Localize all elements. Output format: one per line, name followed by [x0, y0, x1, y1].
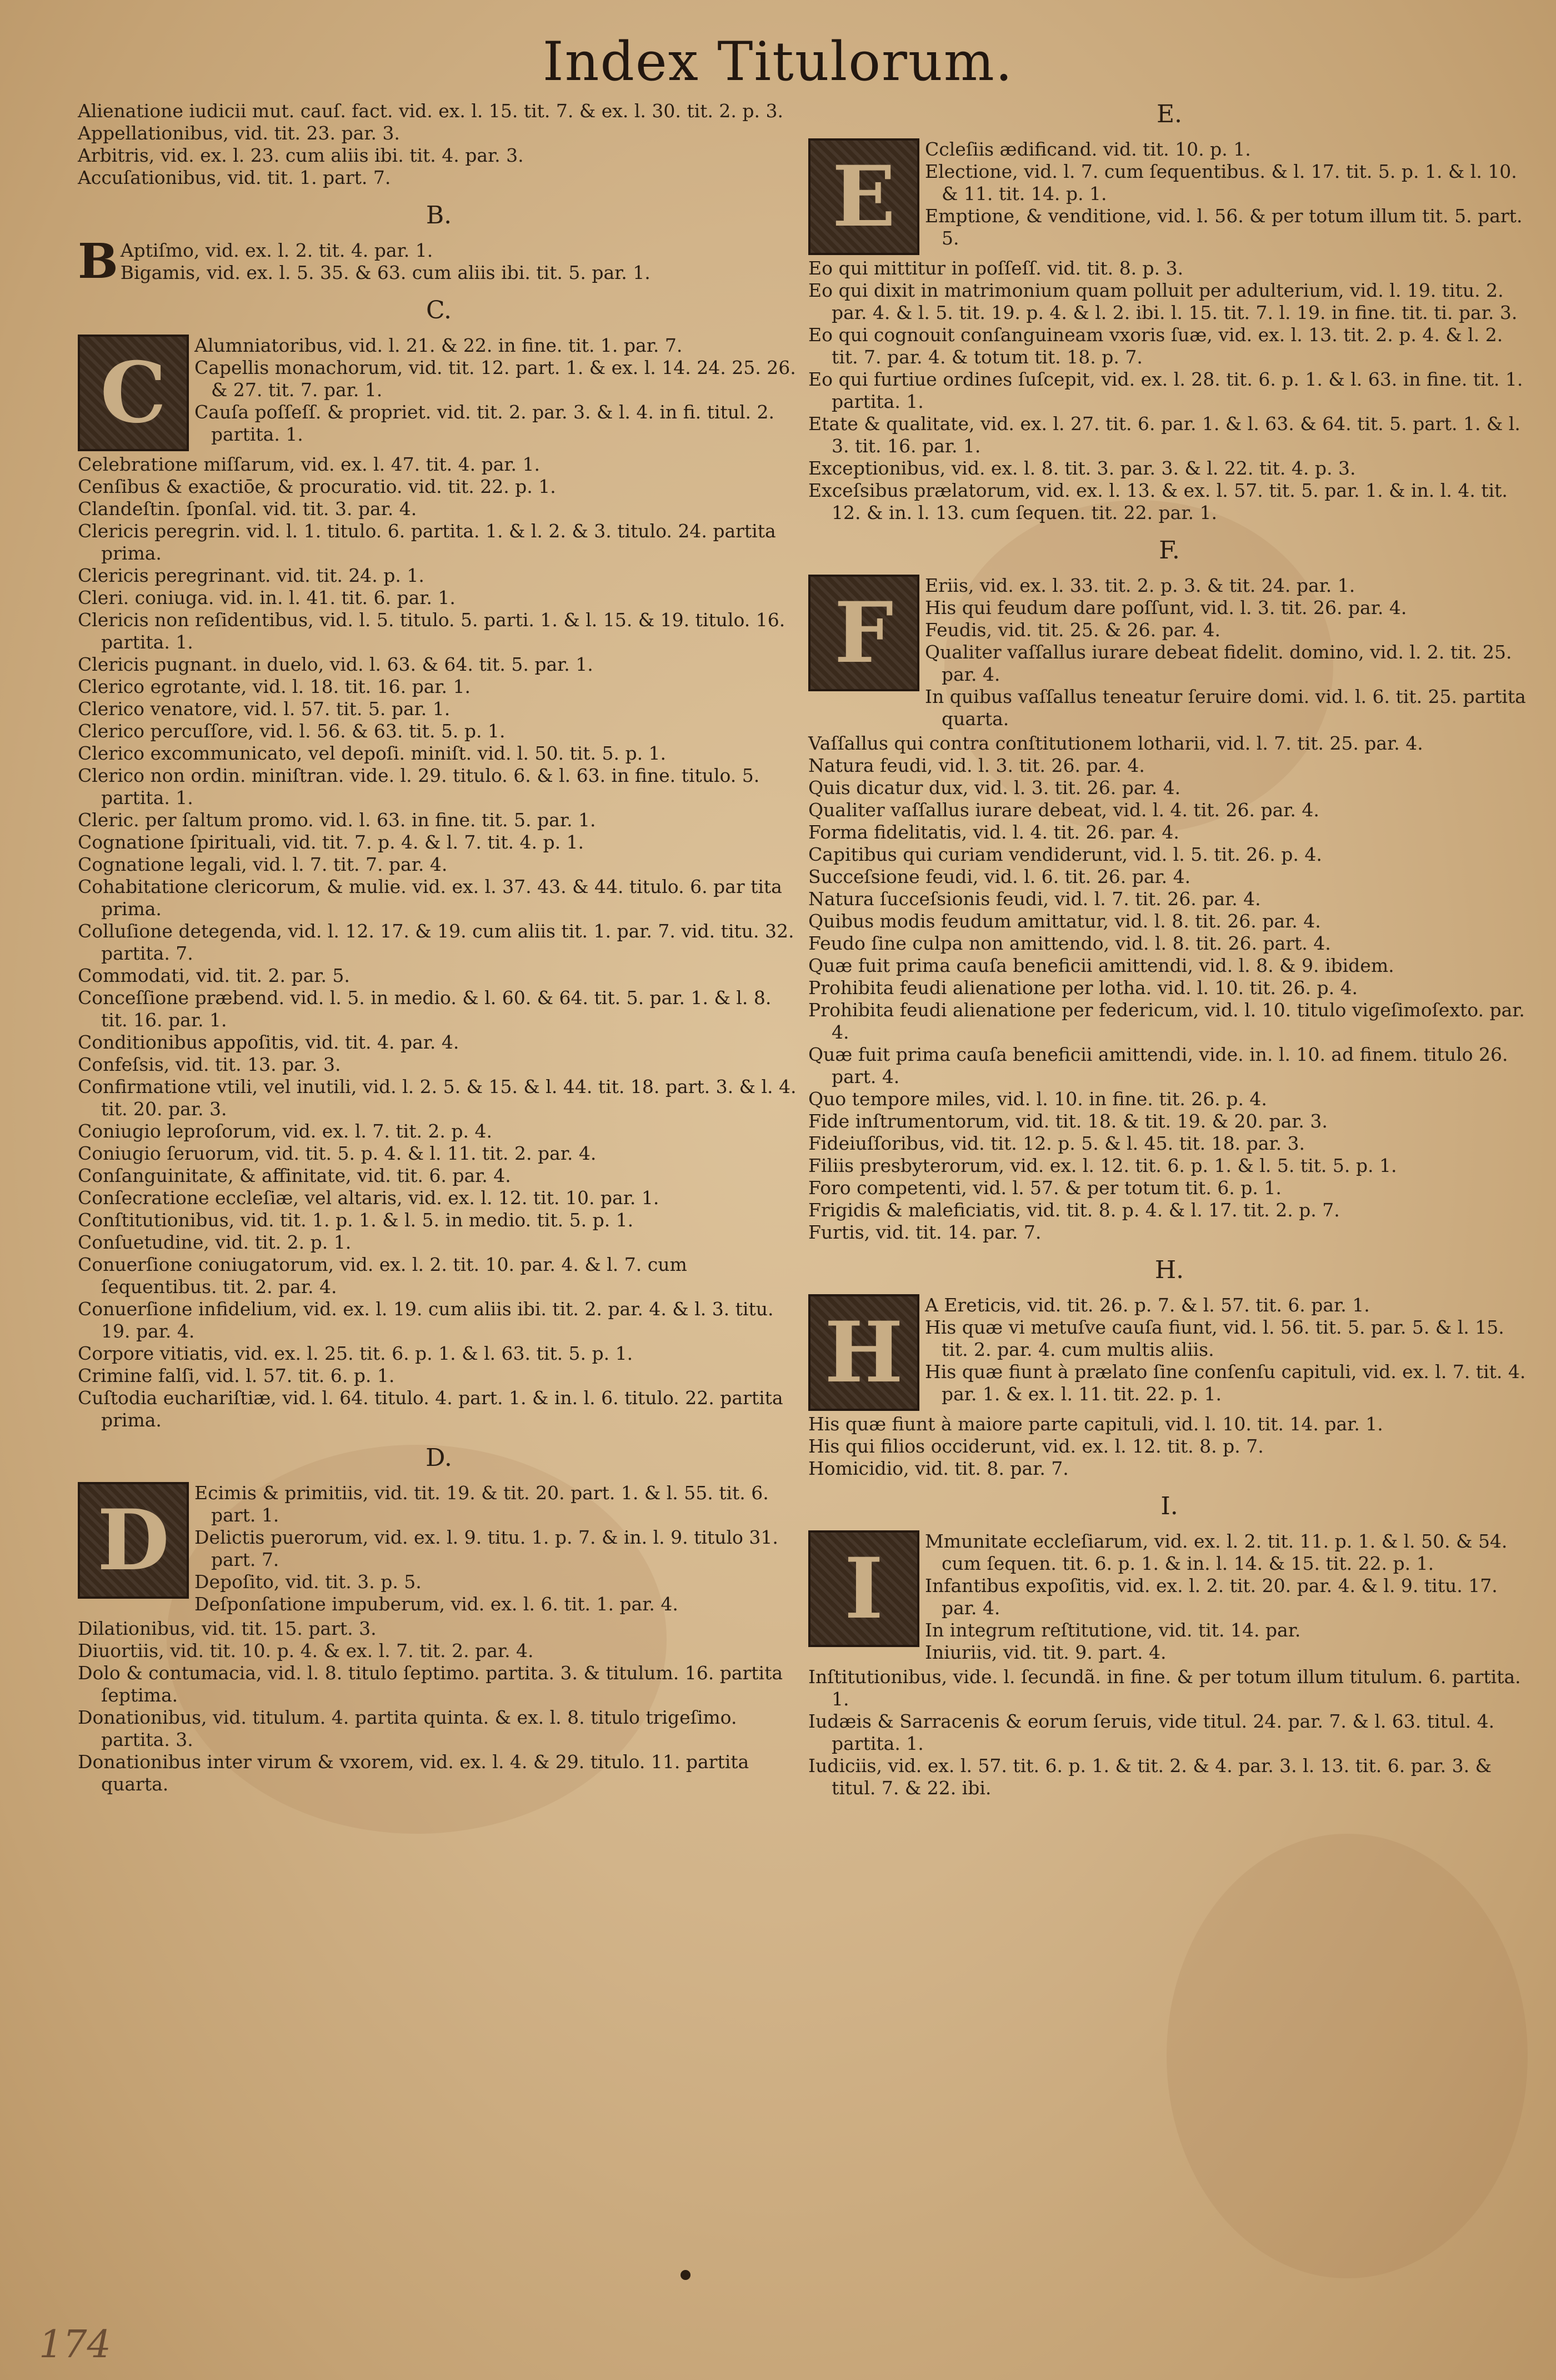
index-entry: Furtis, vid. tit. 14. par. 7. — [808, 1221, 1042, 1243]
top-entries — [78, 100, 800, 189]
index-entry: Bigamis, vid. ex. l. 5. 35. & 63. cum aliis ibi. tit. 5. par. 1. — [120, 262, 651, 283]
index-entry: Qualiter vaſſallus iurare debeat, vid. l. 4. tit. 26. par. 4. — [808, 799, 1319, 821]
index-entry: Accuſationibus, vid. tit. 1. part. 7. — [78, 167, 391, 188]
section-f-initial-block — [808, 575, 1530, 730]
section-heading-h: H. — [1154, 1256, 1184, 1284]
index-entry: Cuſtodia euchariſtiæ, vid. l. 64. titulo. 4. part. 1. & in. l. 6. titulo. 22. partita prima. — [78, 1387, 783, 1431]
index-entry: Alienatione iudicii mut. cauſ. fact. vid. ex. l. 15. tit. 7. & ex. l. 30. tit. 2. p. 3. — [78, 100, 783, 122]
section-e-initial-block — [808, 138, 1530, 255]
index-entry: Frigidis & maleficiatis, vid. tit. 8. p. 4. & l. 17. tit. 2. p. 7. — [808, 1199, 1340, 1221]
index-entry: Quis dicatur dux, vid. l. 3. tit. 26. par. 4. — [808, 777, 1181, 799]
index-entry: Diuortiis, vid. tit. 10. p. 4. & ex. l. 7. tit. 2. par. 4. — [78, 1640, 534, 1661]
index-entry: Conditionibus appoſitis, vid. tit. 4. par. 4. — [78, 1031, 459, 1053]
index-entry: Prohibita feudi alienatione per lotha. vid. l. 10. tit. 26. p. 4. — [808, 977, 1358, 999]
decorated-initial-h: H — [808, 1294, 919, 1411]
index-entry: Prohibita feudi alienatione per federicum, vid. l. 10. titulo vigeſimoſexto. par. 4. — [808, 999, 1525, 1043]
index-entry: His quæ fiunt à prælato ſine conſenſu capituli, vid. ex. l. 7. tit. 4. par. 1. & ex. l. 11. tit. 22. p. 1. — [925, 1361, 1526, 1405]
index-entry: Colluſione detegenda, vid. l. 12. 17. & 19. cum aliis tit. 1. par. 7. vid. titu. 32. partita. 7. — [78, 920, 794, 964]
index-entry: Conſecratione eccleſiæ, vel altaris, vid. ex. l. 12. tit. 10. par. 1. — [78, 1187, 659, 1209]
index-entry: Cognatione legali, vid. l. 7. tit. 7. par. 4. — [78, 854, 448, 875]
index-entry: Iudiciis, vid. ex. l. 57. tit. 6. p. 1. & tit. 2. & 4. par. 3. l. 13. tit. 6. par. 3. & titul. 7. & 22. ibi. — [808, 1755, 1492, 1799]
section-heading-c: C. — [426, 296, 452, 325]
section-h-initial-block — [808, 1294, 1530, 1411]
index-entry: Crimine falſi, vid. l. 57. tit. 6. p. 1. — [78, 1365, 395, 1386]
index-entry: Conceſſione præbend. vid. l. 5. in medio. & l. 60. & 64. tit. 5. par. 1. & l. 8. tit. 16. par. 1. — [78, 987, 772, 1031]
section-c-initial-block — [78, 335, 800, 451]
index-entry: Corpore vitiatis, vid. ex. l. 25. tit. 6. p. 1. & l. 63. tit. 5. p. 1. — [78, 1343, 633, 1364]
index-entry: Clerico venatore, vid. l. 57. tit. 5. par. 1. — [78, 698, 451, 720]
index-entry: Coniugio leproſorum, vid. ex. l. 7. tit. 2. p. 4. — [78, 1120, 492, 1142]
index-entry: Fide inſtrumentorum, vid. tit. 18. & tit. 19. & 20. par. 3. — [808, 1110, 1328, 1132]
index-entry: Dilationibus, vid. tit. 15. part. 3. — [78, 1618, 377, 1639]
index-entry: Aptiſmo, vid. ex. l. 2. tit. 4. par. 1. — [120, 240, 433, 261]
index-entry: Succeſsione feudi, vid. l. 6. tit. 26. par. 4. — [808, 866, 1191, 887]
index-entry: Inſtitutionibus, vide. l. ſecundã. in fine. & per totum illum titulum. 6. partita. 1. — [808, 1666, 1521, 1710]
index-entry: Foro competenti, vid. l. 57. & per totum tit. 6. p. 1. — [808, 1177, 1282, 1199]
decorated-initial-f: F — [808, 575, 919, 691]
index-entry: Ccleſiis ædificand. vid. tit. 10. p. 1. — [925, 138, 1251, 160]
index-entry: Conſtitutionibus, vid. tit. 1. p. 1. & l. 5. in medio. tit. 5. p. 1. — [78, 1209, 634, 1231]
index-entry: Coniugio ſeruorum, vid. tit. 5. p. 4. & l. 11. tit. 2. par. 4. — [78, 1142, 597, 1164]
index-entry: Depoſito, vid. tit. 3. p. 5. — [194, 1571, 422, 1593]
index-entry: Clericis non reſidentibus, vid. l. 5. titulo. 5. parti. 1. & l. 15. & 19. titulo. 16. partita. 1. — [78, 609, 785, 653]
index-entry: Clericis peregrinant. vid. tit. 24. p. 1. — [78, 565, 424, 586]
decorated-initial-e: E — [808, 138, 919, 255]
index-entry: Eo qui cognouit conſanguineam vxoris ſuæ, vid. ex. l. 13. tit. 2. p. 4. & l. 2. tit. 7. par. 4. & totum tit. 18. p. 7. — [808, 324, 1503, 368]
index-entry: Quæ fuit prima cauſa beneficii amittendi, vid. l. 8. & 9. ibidem. — [808, 955, 1394, 976]
decorated-initial-c: C — [78, 335, 189, 451]
index-entry: In integrum reſtitutione, vid. tit. 14. par. — [925, 1619, 1301, 1641]
index-entry: Clericis peregrin. vid. l. 1. titulo. 6. partita. 1. & l. 2. & 3. titulo. 24. partita prima. — [78, 520, 776, 564]
right-column — [808, 100, 1530, 1799]
left-column — [78, 100, 800, 1795]
index-entry: Delictis puerorum, vid. ex. l. 9. titu. 1. p. 7. & in. l. 9. titulo 31. part. 7. — [194, 1526, 778, 1570]
index-entry: Cognatione ſpirituali, vid. tit. 7. p. 4. & l. 7. tit. 4. p. 1. — [78, 831, 584, 853]
index-entry: Conſanguinitate, & affinitate, vid. tit. 6. par. 4. — [78, 1165, 511, 1186]
index-entry: Feudis, vid. tit. 25. & 26. par. 4. — [925, 619, 1221, 641]
index-entry: Feudo ſine culpa non amittendo, vid. l. 8. tit. 26. part. 4. — [808, 932, 1331, 954]
section-heading-b: B. — [426, 201, 452, 229]
index-entry: Arbitris, vid. ex. l. 23. cum aliis ibi. tit. 4. par. 3. — [78, 144, 524, 166]
index-entry: Qualiter vaſſallus iurare debeat fidelit. domino, vid. l. 2. tit. 25. par. 4. — [925, 641, 1512, 685]
section-d-entries — [78, 1618, 800, 1795]
index-entry: Natura ſucceſsionis feudi, vid. l. 7. tit. 26. par. 4. — [808, 888, 1261, 910]
index-entry: Iniuriis, vid. tit. 9. part. 4. — [925, 1641, 1167, 1663]
section-e-entries — [808, 257, 1530, 524]
index-entry: His quæ fiunt à maiore parte capituli, vid. l. 10. tit. 14. par. 1. — [808, 1413, 1383, 1435]
index-entry: Confeſsis, vid. tit. 13. par. 3. — [78, 1054, 341, 1075]
index-entry: Donationibus inter virum & vxorem, vid. ex. l. 4. & 29. titulo. 11. partita quarta. — [78, 1751, 749, 1795]
index-entry: Conſuetudine, vid. tit. 2. p. 1. — [78, 1231, 352, 1253]
index-entry: Celebratione miſſarum, vid. ex. l. 47. tit. 4. par. 1. — [78, 453, 541, 475]
index-entry: Forma fidelitatis, vid. l. 4. tit. 26. par. 4. — [808, 821, 1179, 843]
index-entry: Capitibus qui curiam vendiderunt, vid. l. 5. tit. 26. p. 4. — [808, 844, 1322, 865]
index-entry: Cenſibus & exactiōe, & procuratio. vid. tit. 22. p. 1. — [78, 476, 556, 497]
index-entry: His qui feudum dare poſſunt, vid. l. 3. tit. 26. par. 4. — [925, 597, 1407, 618]
index-entry: Dolo & contumacia, vid. l. 8. titulo ſeptimo. partita. 3. & titulum. 16. partita ſeptima. — [78, 1662, 783, 1706]
index-entry: Cauſa poſſeſſ. & propriet. vid. tit. 2. par. 3. & l. 4. in fi. titul. 2. partita. 1. — [194, 401, 775, 445]
index-entry: Conuerſione infidelium, vid. ex. l. 19. cum aliis ibi. tit. 2. par. 4. & l. 3. titu. 19. par. 4. — [78, 1298, 774, 1342]
index-entry: Clericis pugnant. in duelo, vid. l. 63. & 64. tit. 5. par. 1. — [78, 653, 593, 675]
index-entry: Infantibus expoſitis, vid. ex. l. 2. tit. 20. par. 4. & l. 9. titu. 17. par. 4. — [925, 1575, 1498, 1619]
index-entry: Etate & qualitate, vid. ex. l. 27. tit. 6. par. 1. & l. 63. & 64. tit. 5. part. 1. & l. 3. tit. 16. par. 1. — [808, 413, 1520, 457]
page-title: Index Titulorum. — [542, 31, 1014, 93]
index-entry: Eriis, vid. ex. l. 33. tit. 2. p. 3. & tit. 24. par. 1. — [925, 575, 1355, 596]
index-entry: Clerico percuſſore, vid. l. 56. & 63. tit. 5. p. 1. — [78, 720, 506, 742]
section-i-entries — [808, 1666, 1530, 1799]
section-i-initial-block — [808, 1530, 1530, 1664]
section-d-initial-block — [78, 1482, 800, 1615]
index-entry: Clerico egrotante, vid. l. 18. tit. 16. par. 1. — [78, 676, 471, 697]
index-entry: Donationibus, vid. titulum. 4. partita quinta. & ex. l. 8. titulo trigeſimo. partita. 3. — [78, 1707, 737, 1750]
index-entry: His quæ vi metuſve cauſa fiunt, vid. l. 56. tit. 5. par. 5. & l. 15. tit. 2. par. 4. cum multis aliis. — [925, 1316, 1504, 1360]
index-entry: Vaſſallus qui contra conſtitutionem lotharii, vid. l. 7. tit. 25. par. 4. — [808, 732, 1423, 754]
index-entry: Eo qui mittitur in poſſeſſ. vid. tit. 8. p. 3. — [808, 257, 1184, 279]
index-entry: His qui filios occiderunt, vid. ex. l. 12. tit. 8. p. 7. — [808, 1435, 1264, 1457]
index-entry: Clandeſtin. ſponſal. vid. tit. 3. par. 4. — [78, 498, 417, 520]
index-entry: Alumniatoribus, vid. l. 21. & 22. in fine. tit. 1. par. 7. — [194, 335, 683, 356]
index-entry: Quibus modis feudum amittatur, vid. l. 8. tit. 26. par. 4. — [808, 910, 1321, 932]
page-number: 174 — [39, 2323, 111, 2367]
index-entry: Confirmatione vtili, vel inutili, vid. l. 2. 5. & 15. & l. 44. tit. 18. part. 3. & l. 4. tit. 20. par. 3. — [78, 1076, 797, 1120]
index-entry: Appellationibus, vid. tit. 23. par. 3. — [78, 122, 400, 144]
index-entry: Exceſsibus prælatorum, vid. ex. l. 13. & ex. l. 57. tit. 5. par. 1. & in. l. 4. tit. 12. & in. l. 13. cum ſequen. tit. 22. par. 1. — [808, 480, 1508, 523]
index-entry: Commodati, vid. tit. 2. par. 5. — [78, 965, 350, 986]
index-entry: Electione, vid. l. 7. cum ſequentibus. & l. 17. tit. 5. p. 1. & l. 10. & 11. tit. 14. p. 1. — [925, 161, 1517, 204]
section-heading-i: I. — [1160, 1492, 1178, 1520]
index-entry: Exceptionibus, vid. ex. l. 8. tit. 3. par. 3. & l. 22. tit. 4. p. 3. — [808, 457, 1356, 479]
index-entry: Quo tempore miles, vid. l. 10. in fine. tit. 26. p. 4. — [808, 1088, 1267, 1110]
index-entry: Cleri. coniuga. vid. in. l. 41. tit. 6. par. 1. — [78, 587, 456, 608]
section-heading-d: D. — [426, 1444, 452, 1472]
index-entry: Capellis monachorum, vid. tit. 12. part. 1. & ex. l. 14. 24. 25. 26. & 27. tit. 7. par. 1. — [194, 357, 796, 401]
index-entry: Quæ fuit prima cauſa beneficii amittendi, vide. in. l. 10. ad finem. titulo 26. part. 4. — [808, 1044, 1508, 1087]
index-entry: Eo qui dixit in matrimonium quam polluit per adulterium, vid. l. 19. titu. 2. par. 4. & l. 5. tit. 19. p. 4. & l. 2. ibi. l. 15. tit. 7. l. 19. in fine. tit. ti. par. 3. — [808, 280, 1518, 323]
index-entry: Fideiuſſoribus, vid. tit. 12. p. 5. & l. 45. tit. 18. par. 3. — [808, 1132, 1305, 1154]
index-entry: Ecimis & primitiis, vid. tit. 19. & tit. 20. part. 1. & l. 55. tit. 6. part. 1. — [194, 1482, 769, 1526]
drop-initial-b: B — [78, 233, 118, 290]
section-f-entries — [808, 732, 1530, 1244]
index-entry: Eo qui furtiue ordines ſuſcepit, vid. ex. l. 28. tit. 6. p. 1. & l. 63. in fine. tit. 1. partita. 1. — [808, 368, 1523, 412]
decorated-initial-d: D — [78, 1482, 189, 1599]
index-entry: Natura feudi, vid. l. 3. tit. 26. par. 4. — [808, 755, 1145, 776]
index-entry: Clerico non ordin. miniſtran. vide. l. 29. titulo. 6. & l. 63. in fine. titulo. 5. partita. 1. — [78, 765, 760, 809]
index-entry: Filiis presbyterorum, vid. ex. l. 12. tit. 6. p. 1. & l. 5. tit. 5. p. 1. — [808, 1155, 1397, 1176]
index-entry: Homicidio, vid. tit. 8. par. 7. — [808, 1458, 1069, 1479]
index-entry: Cohabitatione clericorum, & mulie. vid. ex. l. 37. 43. & 44. titulo. 6. par tita prima. — [78, 876, 782, 920]
printers-mark — [681, 2270, 691, 2280]
index-entry: A Ereticis, vid. tit. 26. p. 7. & l. 57. tit. 6. par. 1. — [925, 1294, 1370, 1316]
index-entry: In quibus vaſſallus teneatur ſeruire domi. vid. l. 6. tit. 25. partita quarta. — [925, 686, 1526, 730]
index-entry: Mmunitate eccleſiarum, vid. ex. l. 2. tit. 11. p. 1. & l. 50. & 54. cum ſequen. tit. 6. p. 1. & in. l. 14. & 15. tit. 22. p. 1. — [925, 1530, 1508, 1574]
section-heading-e: E. — [1156, 100, 1183, 128]
section-h-entries — [808, 1413, 1530, 1480]
index-entry: Cleric. per ſaltum promo. vid. l. 63. in fine. tit. 5. par. 1. — [78, 809, 596, 831]
index-entry: Conuerſione coniugatorum, vid. ex. l. 2. tit. 10. par. 4. & l. 7. cum ſequentibus. tit. 2. par. 4. — [78, 1254, 687, 1298]
index-entry: Emptione, & venditione, vid. l. 56. & per totum illum tit. 5. part. 5. — [925, 205, 1523, 249]
index-entry: Clerico excommunicato, vel depoſi. miniſt. vid. l. 50. tit. 5. p. 1. — [78, 742, 667, 764]
section-b — [78, 233, 800, 290]
decorated-initial-i: I — [808, 1530, 919, 1647]
section-c-entries — [78, 453, 800, 1431]
index-entry: Deſponſatione impuberum, vid. ex. l. 6. tit. 1. par. 4. — [194, 1593, 678, 1615]
index-entry: Iudæis & Sarracenis & eorum ſeruis, vide titul. 24. par. 7. & l. 63. titul. 4. partita. 1. — [808, 1710, 1495, 1754]
section-heading-f: F. — [1159, 536, 1180, 565]
